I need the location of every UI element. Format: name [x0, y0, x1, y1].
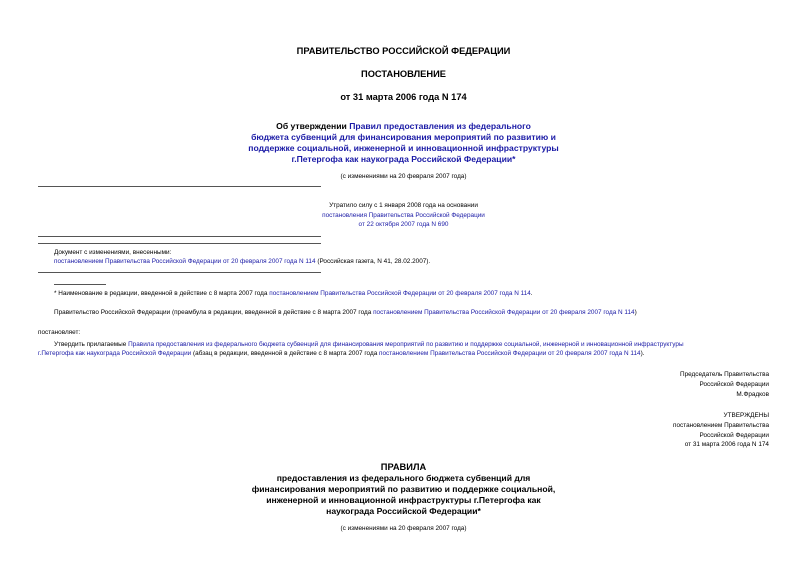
- expired-link-2[interactable]: от 22 октября 2007 года N 690: [358, 221, 449, 228]
- divider: [38, 186, 321, 187]
- rules-line-2: финансирования мероприятий по развитию и поддержке социальной,: [251, 483, 556, 494]
- changes-block: [54, 248, 430, 267]
- footnote-text: * Наименование в редакции, введенной в действие с 8 марта 2007 года: [54, 290, 270, 297]
- document-title: [0, 121, 807, 165]
- rules-amendment-note: (с изменениями на 20 февраля 2007 года): [340, 525, 467, 532]
- expired-link-1[interactable]: постановления Правительства Российской Федерации: [322, 211, 485, 219]
- divider: [38, 272, 321, 273]
- footnote: [54, 289, 533, 298]
- signature-line-1: Председатель Правительства: [680, 371, 769, 378]
- footnote-end: .: [530, 290, 533, 297]
- preamble-end: ): [634, 309, 637, 316]
- title-link-3[interactable]: поддержке социальной, инженерной и инновационной инфраструктуры: [248, 142, 559, 153]
- title-link-2[interactable]: бюджета субвенций для финансирования мероприятий по развитию и: [251, 131, 556, 142]
- changes-source: (Российская газета, N 41, 28.02.2007).: [315, 258, 431, 266]
- approve-text: Утвердить прилагаемые: [54, 341, 129, 348]
- rules-line-1: предоставления из федерального бюджета субвенций для: [276, 472, 531, 483]
- approved-line-2: постановлением Правительства: [673, 421, 769, 429]
- approved-line-1: УТВЕРЖДЕНЫ: [723, 412, 769, 419]
- preamble-text: Правительство Российской Федерации (преамбула в редакции, введенной в действие с 8 марта 2007 года: [54, 309, 374, 316]
- signature-block: [680, 370, 769, 399]
- expired-note: [0, 201, 807, 230]
- signature-line-2: Российской Федерации: [699, 380, 769, 388]
- approve-link-2[interactable]: г.Петергофа как наукограда Российской Федерации: [38, 350, 192, 358]
- approve-end: ).: [640, 350, 645, 358]
- title-link-1[interactable]: Правил предоставления из федерального: [349, 121, 531, 131]
- government-heading: ПРАВИТЕЛЬСТВО РОССИЙСКОЙ ФЕДЕРАЦИИ: [296, 46, 511, 56]
- changes-link[interactable]: постановлением Правительства Российской Федерации от 20 февраля 2007 года N 114: [54, 258, 316, 266]
- footnote-link[interactable]: постановлением Правительства Российской Федерации от 20 февраля 2007 года N 114: [269, 290, 531, 297]
- date-number-heading: от 31 марта 2006 года N 174: [340, 92, 467, 102]
- divider: [38, 243, 321, 244]
- signature-line-3: М.Фрадков: [736, 390, 769, 398]
- approved-line-4: от 31 марта 2006 года N 174: [684, 441, 769, 449]
- footnote-divider: [54, 284, 106, 285]
- divider: [38, 236, 321, 237]
- preamble: [54, 308, 637, 317]
- rules-title: [0, 462, 807, 517]
- changes-intro: Документ с изменениями, внесенными:: [54, 249, 172, 256]
- rules-line-4: наукограда Российской Федерации*: [326, 505, 481, 516]
- title-prefix: Об утверждении: [276, 121, 350, 131]
- approve-link-3[interactable]: постановлением Правительства Российской Федерации от 20 февраля 2007 года N 114: [379, 350, 641, 358]
- rules-heading: ПРАВИЛА: [380, 462, 427, 472]
- preamble-link[interactable]: постановлением Правительства Российской Федерации от 20 февраля 2007 года N 114: [373, 309, 635, 316]
- approved-block: [673, 411, 769, 450]
- title-link-4[interactable]: г.Петергофа как наукограда Российской Федерации*: [291, 153, 516, 164]
- amendment-note: (с изменениями на 20 февраля 2007 года): [340, 173, 467, 180]
- approve-link-1[interactable]: Правила предоставления из федерального бюджета субвенций для финансирования мероприятий по развитию и поддержке социальной, инженерной и инновационной инфраструктуры: [128, 341, 684, 348]
- rules-line-3: инженерной и инновационной инфраструктуры г.Петергофа как: [266, 494, 541, 505]
- doc-type-heading: ПОСТАНОВЛЕНИЕ: [361, 69, 446, 79]
- expired-line: Утратило силу с 1 января 2008 года на основании: [329, 202, 478, 209]
- approve-paragraph: [38, 340, 769, 359]
- approved-line-3: Российской Федерации: [699, 431, 769, 439]
- resolves-text: постановляет:: [38, 329, 81, 336]
- approve-middle: (абзац в редакции, введенной в действие с 8 марта 2007 года: [191, 350, 380, 358]
